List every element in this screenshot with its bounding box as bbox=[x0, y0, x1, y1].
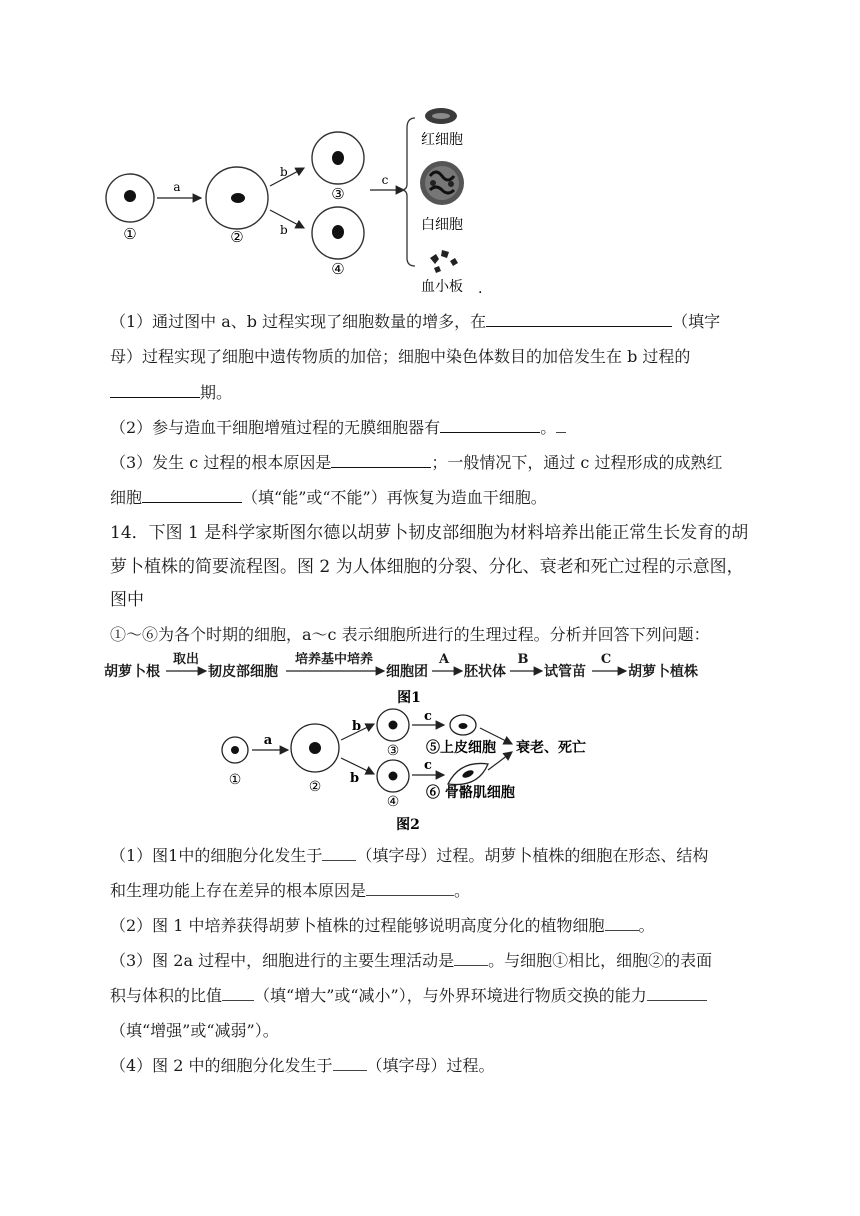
trailing-dot: . bbox=[478, 281, 483, 297]
q14-sq3-blank-2[interactable] bbox=[222, 986, 254, 1001]
fig2-cell-6-label: ⑥ 骨骼肌细胞 bbox=[426, 785, 515, 801]
q13-p2-text-a: （2）参与造血干细胞增殖过程的无膜细胞器有 bbox=[110, 418, 441, 437]
q14-sq3-blank-3[interactable] bbox=[647, 986, 707, 1001]
fig1-step-3: 细胞团 bbox=[386, 664, 428, 680]
q13-p1-text-d: 期。 bbox=[200, 383, 233, 402]
fig2-cell-5-label: ⑤上皮细胞 bbox=[426, 740, 496, 756]
q14-sq2-text-a: （2）图 1 中培养获得胡萝卜植株的过程能够说明高度分化的植物细胞 bbox=[110, 916, 605, 935]
q14-stem-text-2: 萝卜植株的简要流程图。图 2 为人体细胞的分裂、分化、衰老和死亡过程的示意图， bbox=[110, 557, 744, 577]
q14-stem-line3 bbox=[110, 590, 144, 610]
label-b-upper: b bbox=[280, 165, 288, 179]
fig2-label-b-lower: b bbox=[350, 771, 360, 786]
q13-part1-line1 bbox=[110, 312, 720, 332]
brace bbox=[401, 118, 415, 266]
cell-3-label: ③ bbox=[331, 185, 345, 203]
cell-3 bbox=[312, 132, 364, 184]
label-c: c bbox=[381, 173, 389, 187]
q14-sub1-line2 bbox=[110, 881, 470, 901]
fig2-cell-2-label: ② bbox=[308, 779, 322, 795]
fig1-transition-5: C bbox=[600, 652, 612, 667]
label-platelet: 血小板 bbox=[421, 279, 463, 295]
cell-4-label: ④ bbox=[331, 260, 345, 278]
cell-2-label: ② bbox=[230, 228, 244, 246]
fig2-epithelial-cell bbox=[450, 715, 476, 735]
q14-stem-line4 bbox=[110, 625, 710, 645]
q14-sq3-text-e: （填“增强”或“减弱”）。 bbox=[110, 1021, 279, 1040]
fig2-cell-4 bbox=[377, 760, 409, 792]
q13-part1-line2 bbox=[110, 347, 690, 367]
fig2-cell-1-label: ① bbox=[228, 772, 242, 788]
hematopoiesis-figure bbox=[100, 98, 500, 298]
q14-sq1-text-c: 和生理功能上存在差异的根本原因是 bbox=[110, 881, 367, 900]
q13-p2-tail bbox=[556, 418, 566, 433]
q13-p1-text-b: （填字 bbox=[672, 312, 721, 331]
q14-sq3-text-c: 积与体积的比值 bbox=[110, 986, 223, 1005]
cell-2 bbox=[206, 167, 268, 229]
q13-part1-line3 bbox=[110, 383, 232, 403]
q14-sub3-line1 bbox=[110, 951, 712, 971]
q14-sub3-line2 bbox=[110, 986, 707, 1006]
q14-sq1-text-d: 。 bbox=[454, 881, 471, 900]
q14-sub1-line1 bbox=[110, 846, 708, 866]
q14-stem-line1 bbox=[110, 523, 748, 543]
fig2-cell-4-label: ④ bbox=[386, 794, 400, 810]
q13-p2-blank[interactable] bbox=[440, 418, 540, 433]
q13-p3-blank-1[interactable] bbox=[331, 453, 431, 468]
q14-sq2-text-b: 。 bbox=[638, 916, 655, 935]
q14-stem-line2 bbox=[110, 557, 744, 577]
q13-p1-blank-2[interactable] bbox=[110, 383, 200, 398]
cell-1-label: ① bbox=[123, 225, 137, 243]
q13-p1-blank-1[interactable] bbox=[486, 312, 672, 327]
fig1-caption: 图1 bbox=[397, 690, 421, 706]
white-blood-cell-image bbox=[420, 161, 464, 205]
q13-part3-line2 bbox=[110, 488, 547, 508]
fig2-cell-3-label: ③ bbox=[386, 743, 400, 759]
q13-p3-text-c: 细胞 bbox=[110, 488, 143, 507]
q13-p3-text-a: （3）发生 c 过程的根本原因是 bbox=[110, 453, 332, 472]
fig1-step-5: 试管苗 bbox=[544, 664, 586, 680]
cell-4 bbox=[312, 207, 364, 259]
fig2-label-a: a bbox=[263, 733, 273, 748]
q14-sq1-blank-1[interactable] bbox=[322, 846, 356, 861]
q13-part3-line1 bbox=[110, 453, 722, 473]
q13-p3-blank-2[interactable] bbox=[142, 488, 242, 503]
figure-1-flowchart bbox=[104, 652, 714, 708]
fig1-transition-1: 取出 bbox=[172, 652, 200, 667]
label-b-lower: b bbox=[280, 223, 288, 237]
figure-2-diagram bbox=[212, 708, 612, 836]
fig1-step-2: 韧皮部细胞 bbox=[208, 664, 278, 680]
q14-sq4-blank[interactable] bbox=[333, 1056, 367, 1071]
fig2-label-c-upper: c bbox=[424, 709, 432, 724]
fig1-step-6: 胡萝卜植株 bbox=[628, 664, 698, 680]
q14-sq2-blank[interactable] bbox=[605, 916, 639, 931]
cell-1 bbox=[106, 174, 154, 222]
q14-sq3-text-b: 。与细胞①相比，细胞②的表面 bbox=[488, 951, 713, 970]
q14-sq3-blank-1[interactable] bbox=[454, 951, 488, 966]
red-blood-cell-image bbox=[425, 108, 457, 124]
q14-sq1-blank-2[interactable] bbox=[366, 881, 454, 896]
fig1-transition-3: A bbox=[438, 652, 450, 667]
q13-p1-text-c: 母）过程实现了细胞中遗传物质的加倍；细胞中染色体数目的加倍发生在 b 过程的 bbox=[110, 347, 691, 366]
fig1-step-1: 胡萝卜根 bbox=[104, 664, 160, 680]
q13-p2-text-b: 。 bbox=[540, 418, 557, 437]
fig1-step-4: 胚状体 bbox=[464, 664, 506, 680]
fig2-cell-2 bbox=[291, 724, 339, 772]
fig1-transition-2: 培养基中培养 bbox=[294, 652, 374, 667]
q14-sub3-line3 bbox=[110, 1021, 279, 1041]
fig2-label-c-lower: c bbox=[424, 758, 432, 773]
q14-sq4-text-a: （4）图 2 中的细胞分化发生于 bbox=[110, 1056, 333, 1075]
q13-p3-text-b: ；一般情况下，通过 c 过程形成的成熟红 bbox=[431, 453, 723, 472]
q14-stem-text-3: 图中 bbox=[110, 590, 144, 610]
q13-p1-text-a: （1）通过图中 a、b 过程实现了细胞数量的增多，在 bbox=[110, 312, 487, 331]
fig1-transition-4: B bbox=[517, 652, 529, 667]
q14-stem-text-1: 14．下图 1 是科学家斯图尔德以胡萝卜韧皮部细胞为材料培养出能正常生长发育的胡 bbox=[110, 523, 749, 543]
fig2-caption: 图2 bbox=[396, 817, 420, 833]
label-rbc: 红细胞 bbox=[421, 132, 463, 148]
q14-sq3-text-a: （3）图 2a 过程中，细胞进行的主要生理活动是 bbox=[110, 951, 455, 970]
q14-sub4 bbox=[110, 1056, 495, 1076]
label-wbc: 白细胞 bbox=[421, 217, 463, 233]
q13-p3-text-d: （填“能”或“不能”）再恢复为造血干细胞。 bbox=[242, 488, 547, 507]
fig2-label-b-upper: b bbox=[352, 719, 362, 734]
platelet-image bbox=[430, 250, 458, 273]
fig2-fate-label: 衰老、死亡 bbox=[516, 740, 586, 756]
fig2-cell-1 bbox=[222, 737, 248, 763]
q14-stem-text-4: ①～⑥为各个时期的细胞，a～c 表示细胞所进行的生理过程。分析并回答下列问题： bbox=[110, 625, 710, 644]
q13-part2 bbox=[110, 418, 566, 438]
fig2-cell-3 bbox=[377, 709, 409, 741]
q14-sq4-text-b: （填字母）过程。 bbox=[366, 1056, 495, 1075]
fig2-muscle-cell bbox=[448, 763, 488, 784]
q14-sub2 bbox=[110, 916, 655, 936]
q14-sq3-text-d: （填“增大”或“减小”），与外界环境进行物质交换的能力 bbox=[254, 986, 647, 1005]
q14-sq1-text-b: （填字母）过程。胡萝卜植株的细胞在形态、结构 bbox=[356, 846, 709, 865]
q14-sq1-text-a: （1）图1中的细胞分化发生于 bbox=[110, 846, 323, 865]
label-a: a bbox=[173, 180, 181, 194]
